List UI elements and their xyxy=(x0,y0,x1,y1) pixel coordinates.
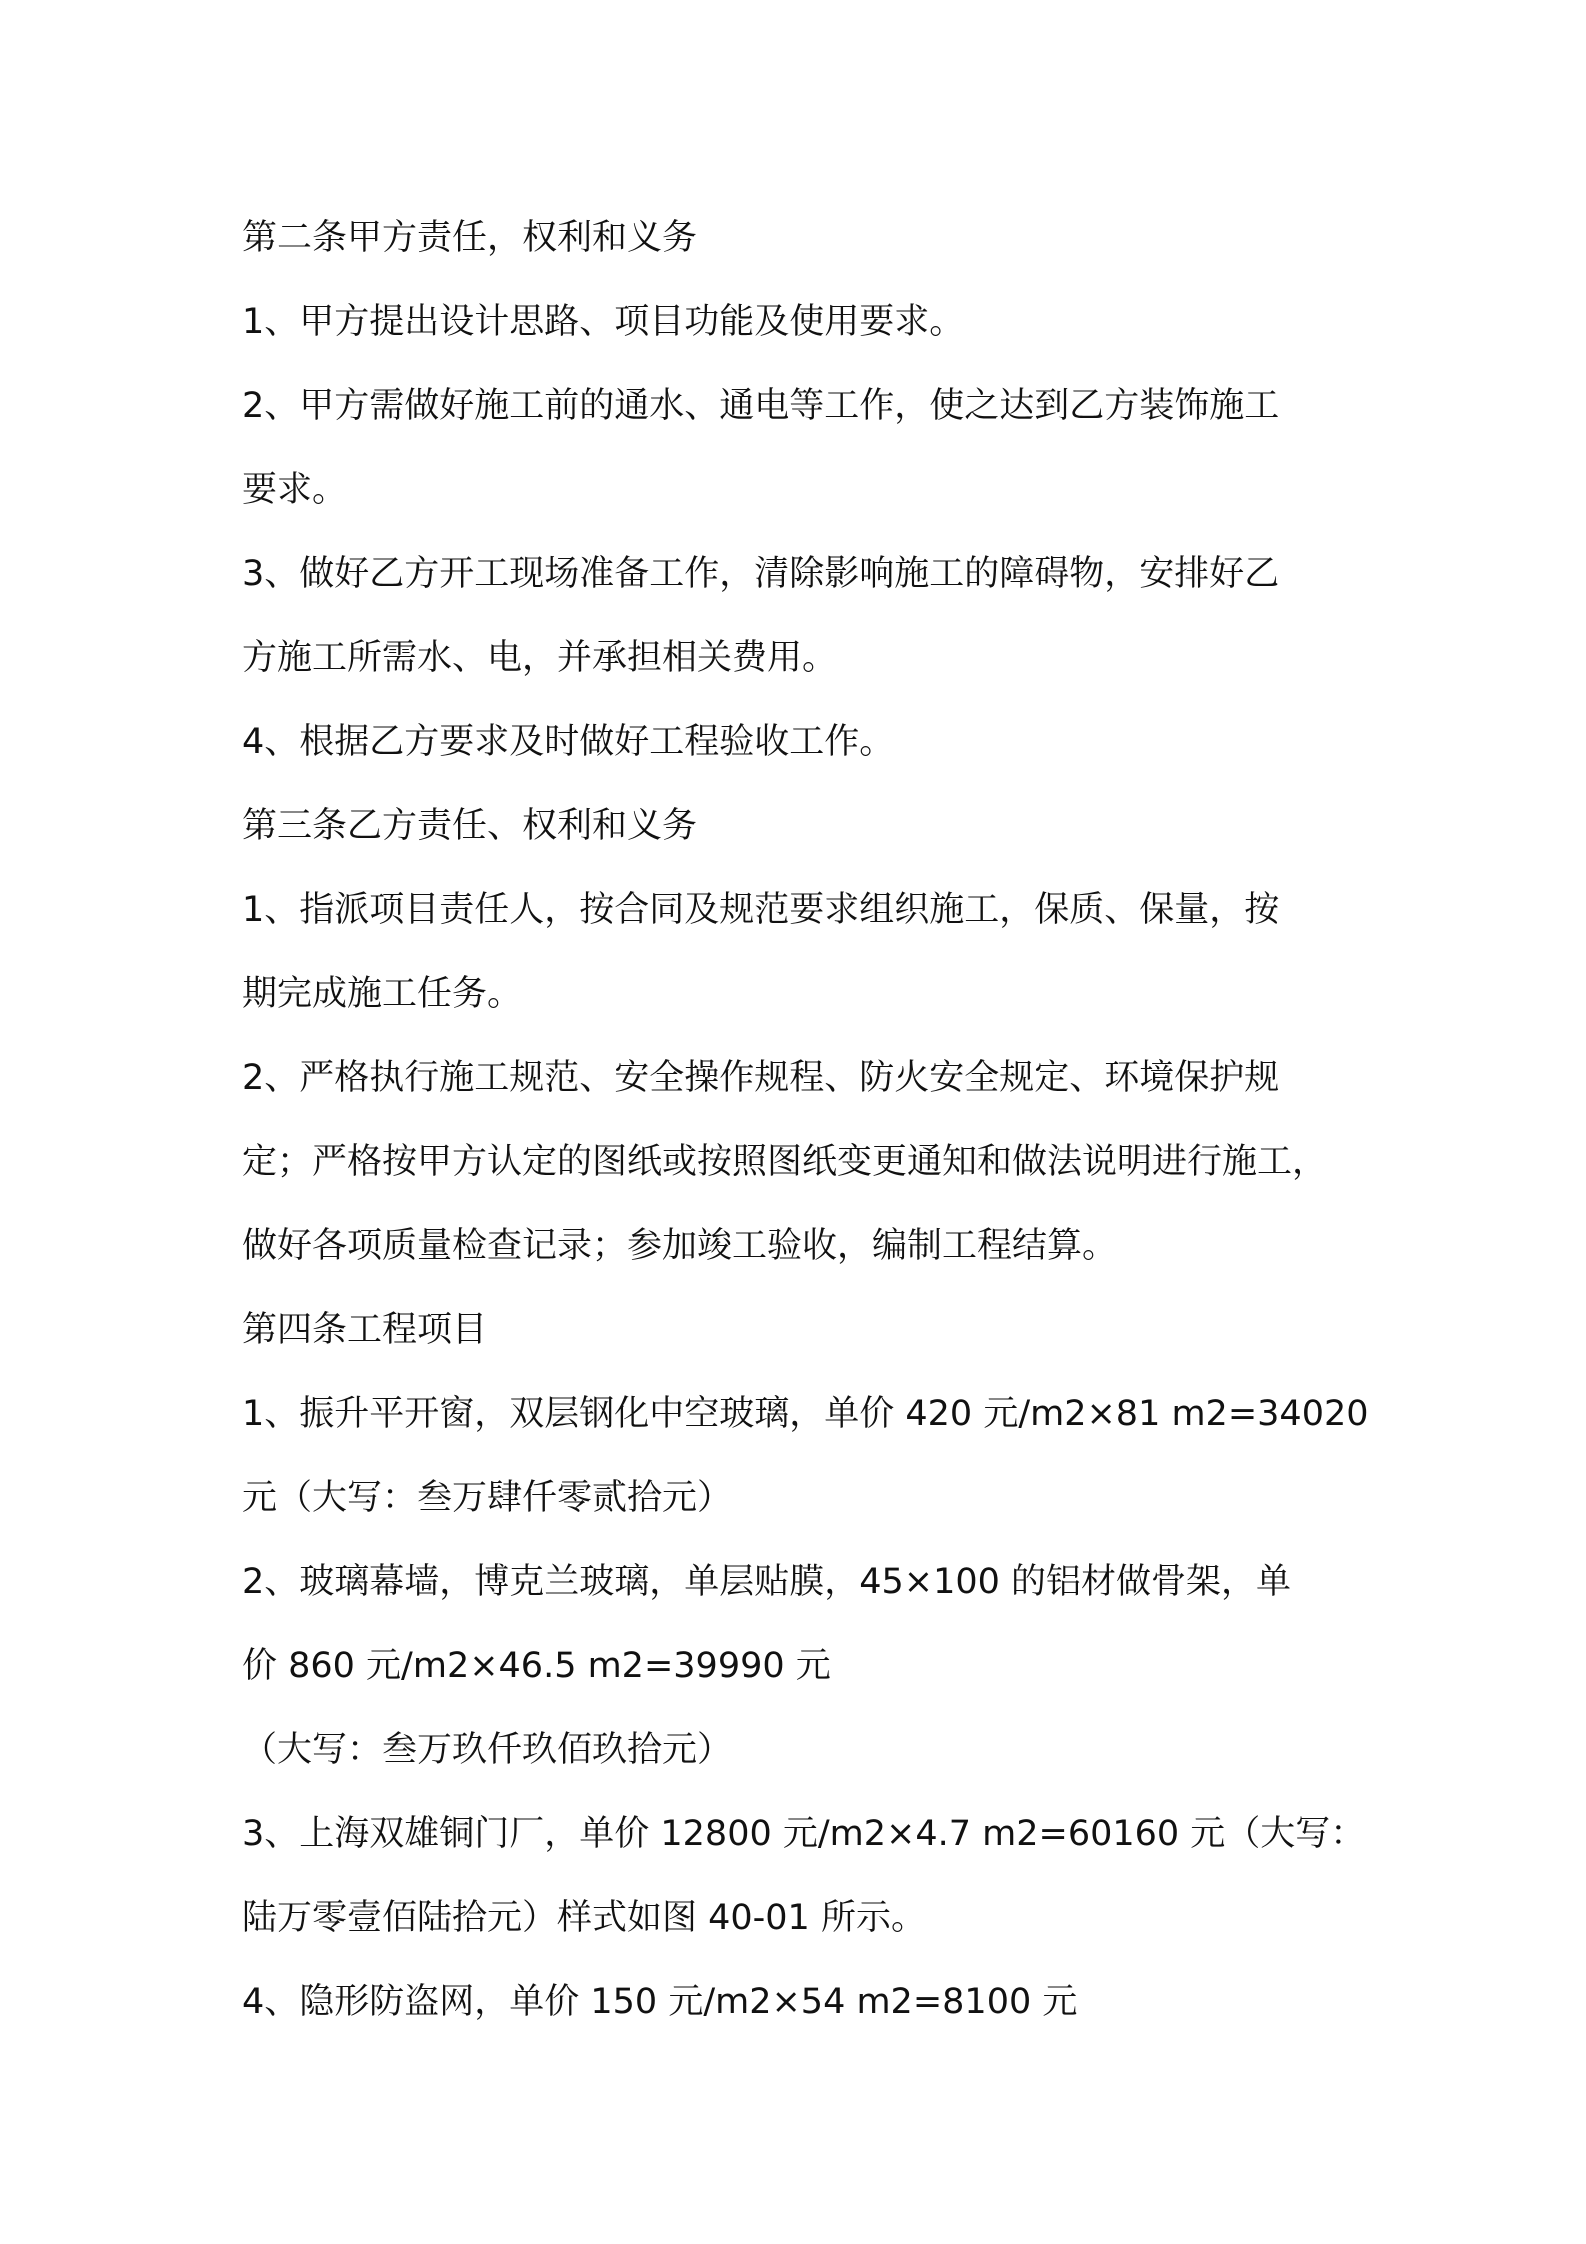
paragraph-line: 4、隐形防盗网，单价 150 元/m2×54 m2=8100 元 xyxy=(242,1982,1078,2022)
paragraph-line: 2、甲方需做好施工前的通水、通电等工作，使之达到乙方装饰施工 xyxy=(242,386,1280,426)
paragraph-line: 定；严格按甲方认定的图纸或按照图纸变更通知和做法说明进行施工， xyxy=(242,1142,1328,1182)
paragraph-line: 1、甲方提出设计思路、项目功能及使用要求。 xyxy=(242,302,965,342)
paragraph-line: 2、玻璃幕墙，博克兰玻璃，单层贴膜，45×100 的铝材做骨架，单 xyxy=(242,1562,1292,1602)
section-heading-2: 第二条甲方责任，权利和义务 xyxy=(242,218,698,258)
paragraph-line: 3、上海双雄铜门厂，单价 12800 元/m2×4.7 m2=60160 元（大写： xyxy=(242,1814,1366,1854)
section-heading-4: 第四条工程项目 xyxy=(242,1310,488,1350)
paragraph-line: 1、振升平开窗，双层钢化中空玻璃，单价 420 元/m2×81 m2=34020 xyxy=(242,1394,1369,1434)
paragraph-line: 3、做好乙方开工现场准备工作，清除影响施工的障碍物，安排好乙 xyxy=(242,554,1280,594)
paragraph-line: 方施工所需水、电，并承担相关费用。 xyxy=(242,638,838,678)
paragraph-line: 4、根据乙方要求及时做好工程验收工作。 xyxy=(242,722,895,762)
paragraph-line: 要求。 xyxy=(242,470,348,510)
paragraph-line: 做好各项质量检查记录；参加竣工验收，编制工程结算。 xyxy=(242,1226,1118,1266)
paragraph-line: 期完成施工任务。 xyxy=(242,974,523,1014)
paragraph-line: 2、严格执行施工规范、安全操作规程、防火安全规定、环境保护规 xyxy=(242,1058,1280,1098)
paragraph-line: （大写：叁万玖仟玖佰玖拾元） xyxy=(242,1730,733,1770)
section-heading-3: 第三条乙方责任、权利和义务 xyxy=(242,806,698,846)
document-body xyxy=(242,196,1372,2044)
paragraph-line: 1、指派项目责任人，按合同及规范要求组织施工，保质、保量，按 xyxy=(242,890,1280,930)
paragraph-line: 陆万零壹佰陆拾元）样式如图 40-01 所示。 xyxy=(242,1898,926,1938)
paragraph-line: 价 860 元/m2×46.5 m2=39990 元 xyxy=(242,1646,831,1686)
paragraph-line: 元（大写：叁万肆仟零贰拾元） xyxy=(242,1478,733,1518)
